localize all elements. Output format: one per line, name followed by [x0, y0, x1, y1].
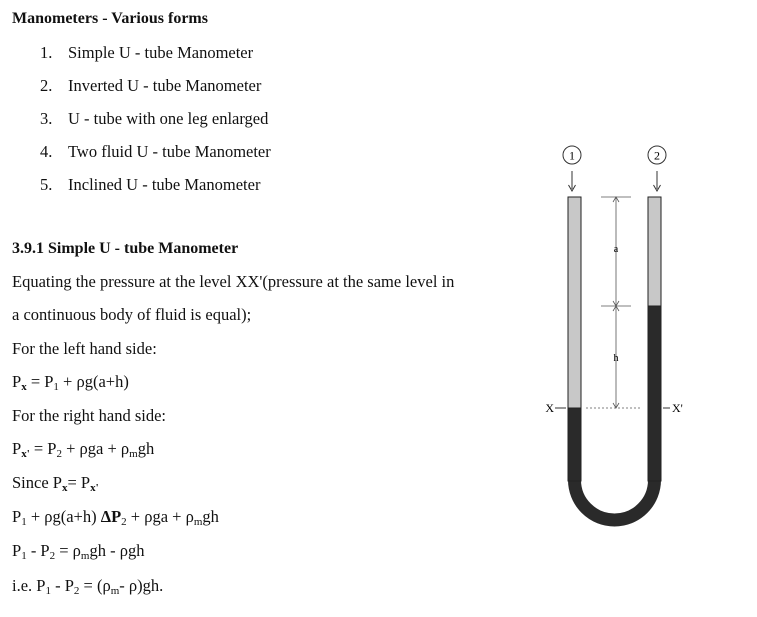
equation-right: $P_{x'} = P_2 + \rho ga + \rho_mgh$ — [12, 439, 155, 460]
intro-line-1: Equating the pressure at the level XX'(pressure at the same level in — [12, 272, 455, 291]
equation-difference: $P_1 - P_2 = \rho_mgh - \rho gh$ — [12, 541, 145, 562]
label-h: h — [613, 353, 619, 364]
equation-since: Since $P_x= P_{x'}$ — [12, 473, 99, 494]
manometer-diagram — [530, 140, 730, 540]
point-1-marker — [563, 146, 581, 191]
forms-list — [40, 42, 271, 207]
list-item: 5. Inclined U - tube Manometer — [40, 175, 261, 194]
label-a: a — [613, 244, 619, 255]
equation-combined: $P_1 + \rho g(a+h) \Delta P_2 + \rho ga + \rho_mgh$ — [12, 507, 219, 528]
page-title: Manometers - Various forms — [12, 10, 208, 27]
svg-text:2: 2 — [654, 148, 660, 163]
point-2-marker — [648, 146, 666, 191]
equation-left: $P_x = P_1 + \rho g(a+h)$ — [12, 372, 129, 393]
list-item: 3. U - tube with one leg enlarged — [40, 109, 269, 128]
section-heading: 3.9.1 Simple U - tube Manometer — [12, 240, 239, 257]
list-item: 4. Two fluid U - tube Manometer — [40, 142, 271, 161]
left-hand-label: For the left hand side: — [12, 339, 157, 358]
svg-text:1: 1 — [569, 148, 575, 163]
list-item: 1. Simple U - tube Manometer — [40, 43, 254, 62]
label-x: X — [545, 401, 554, 415]
list-item: 2. Inverted U - tube Manometer — [40, 76, 262, 95]
right-hand-label: For the right hand side: — [12, 406, 166, 425]
dimension-lines — [586, 197, 640, 408]
equation-final: i.e. $P_1 - P_2 = (\rho_m-$ ρ)gh. — [12, 576, 164, 597]
label-x-prime: X' — [672, 401, 683, 415]
intro-line-2: a continuous body of fluid is equal); — [12, 305, 252, 324]
